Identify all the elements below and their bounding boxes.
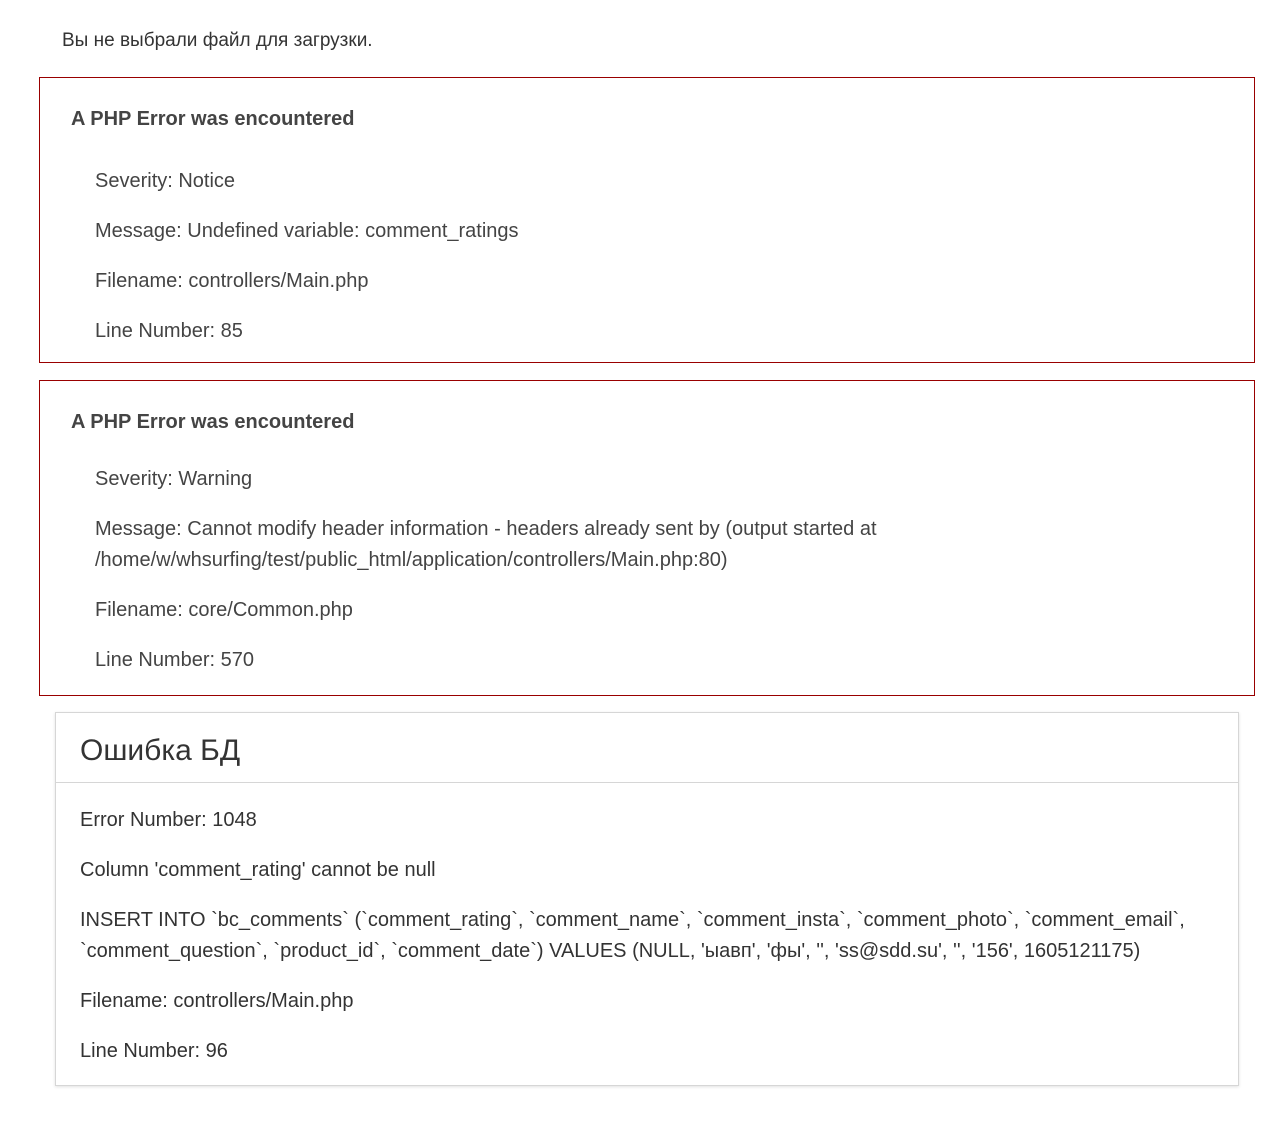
database-error-number: Error Number: 1048 xyxy=(80,809,257,831)
database-error-column-message: Column 'comment_rating' cannot be null xyxy=(80,859,436,881)
php-error-message-line-1: Message: Cannot modify header information - headers already sent by (output started at xyxy=(95,518,877,540)
php-error-title: A PHP Error was encountered xyxy=(71,411,355,433)
database-error-panel xyxy=(55,712,1239,1086)
php-error-message: Message: Undefined variable: comment_ratings xyxy=(95,220,519,242)
database-error-query xyxy=(80,905,1214,967)
php-error-filename: Filename: controllers/Main.php xyxy=(95,270,369,292)
php-error-box-notice xyxy=(39,77,1255,363)
php-error-details xyxy=(95,464,1224,695)
database-error-filename: Filename: controllers/Main.php xyxy=(80,990,354,1012)
database-error-line-number: Line Number: 96 xyxy=(80,1040,228,1062)
php-error-message xyxy=(95,514,1224,576)
php-error-line-number: Line Number: 570 xyxy=(95,649,254,671)
database-error-title: Ошибка БД xyxy=(80,734,241,767)
php-error-box-warning xyxy=(39,380,1255,696)
php-error-severity: Severity: Notice xyxy=(95,170,236,192)
database-error-query-line-2: `comment_question`, `product_id`, `comment_date`) VALUES (NULL, 'ыавп', 'фы', '', 'ss@sdd.su', '', '156', 1605121175) xyxy=(80,940,1141,962)
php-error-line-number: Line Number: 85 xyxy=(95,320,243,342)
upload-error-message: Вы не выбрали файл для загрузки. xyxy=(62,30,373,51)
database-error-query-line-1: INSERT INTO `bc_comments` (`comment_rating`, `comment_name`, `comment_insta`, `comment_photo`, `comment_email`, xyxy=(80,909,1185,931)
php-error-details xyxy=(95,166,1224,366)
php-error-severity: Severity: Warning xyxy=(95,468,253,490)
php-error-title: A PHP Error was encountered xyxy=(71,108,355,130)
database-error-body xyxy=(56,783,1238,1067)
php-error-filename: Filename: core/Common.php xyxy=(95,599,353,621)
php-error-message-line-2: /home/w/whsurfing/test/public_html/application/controllers/Main.php:80) xyxy=(95,549,728,571)
database-error-header xyxy=(56,713,1238,783)
